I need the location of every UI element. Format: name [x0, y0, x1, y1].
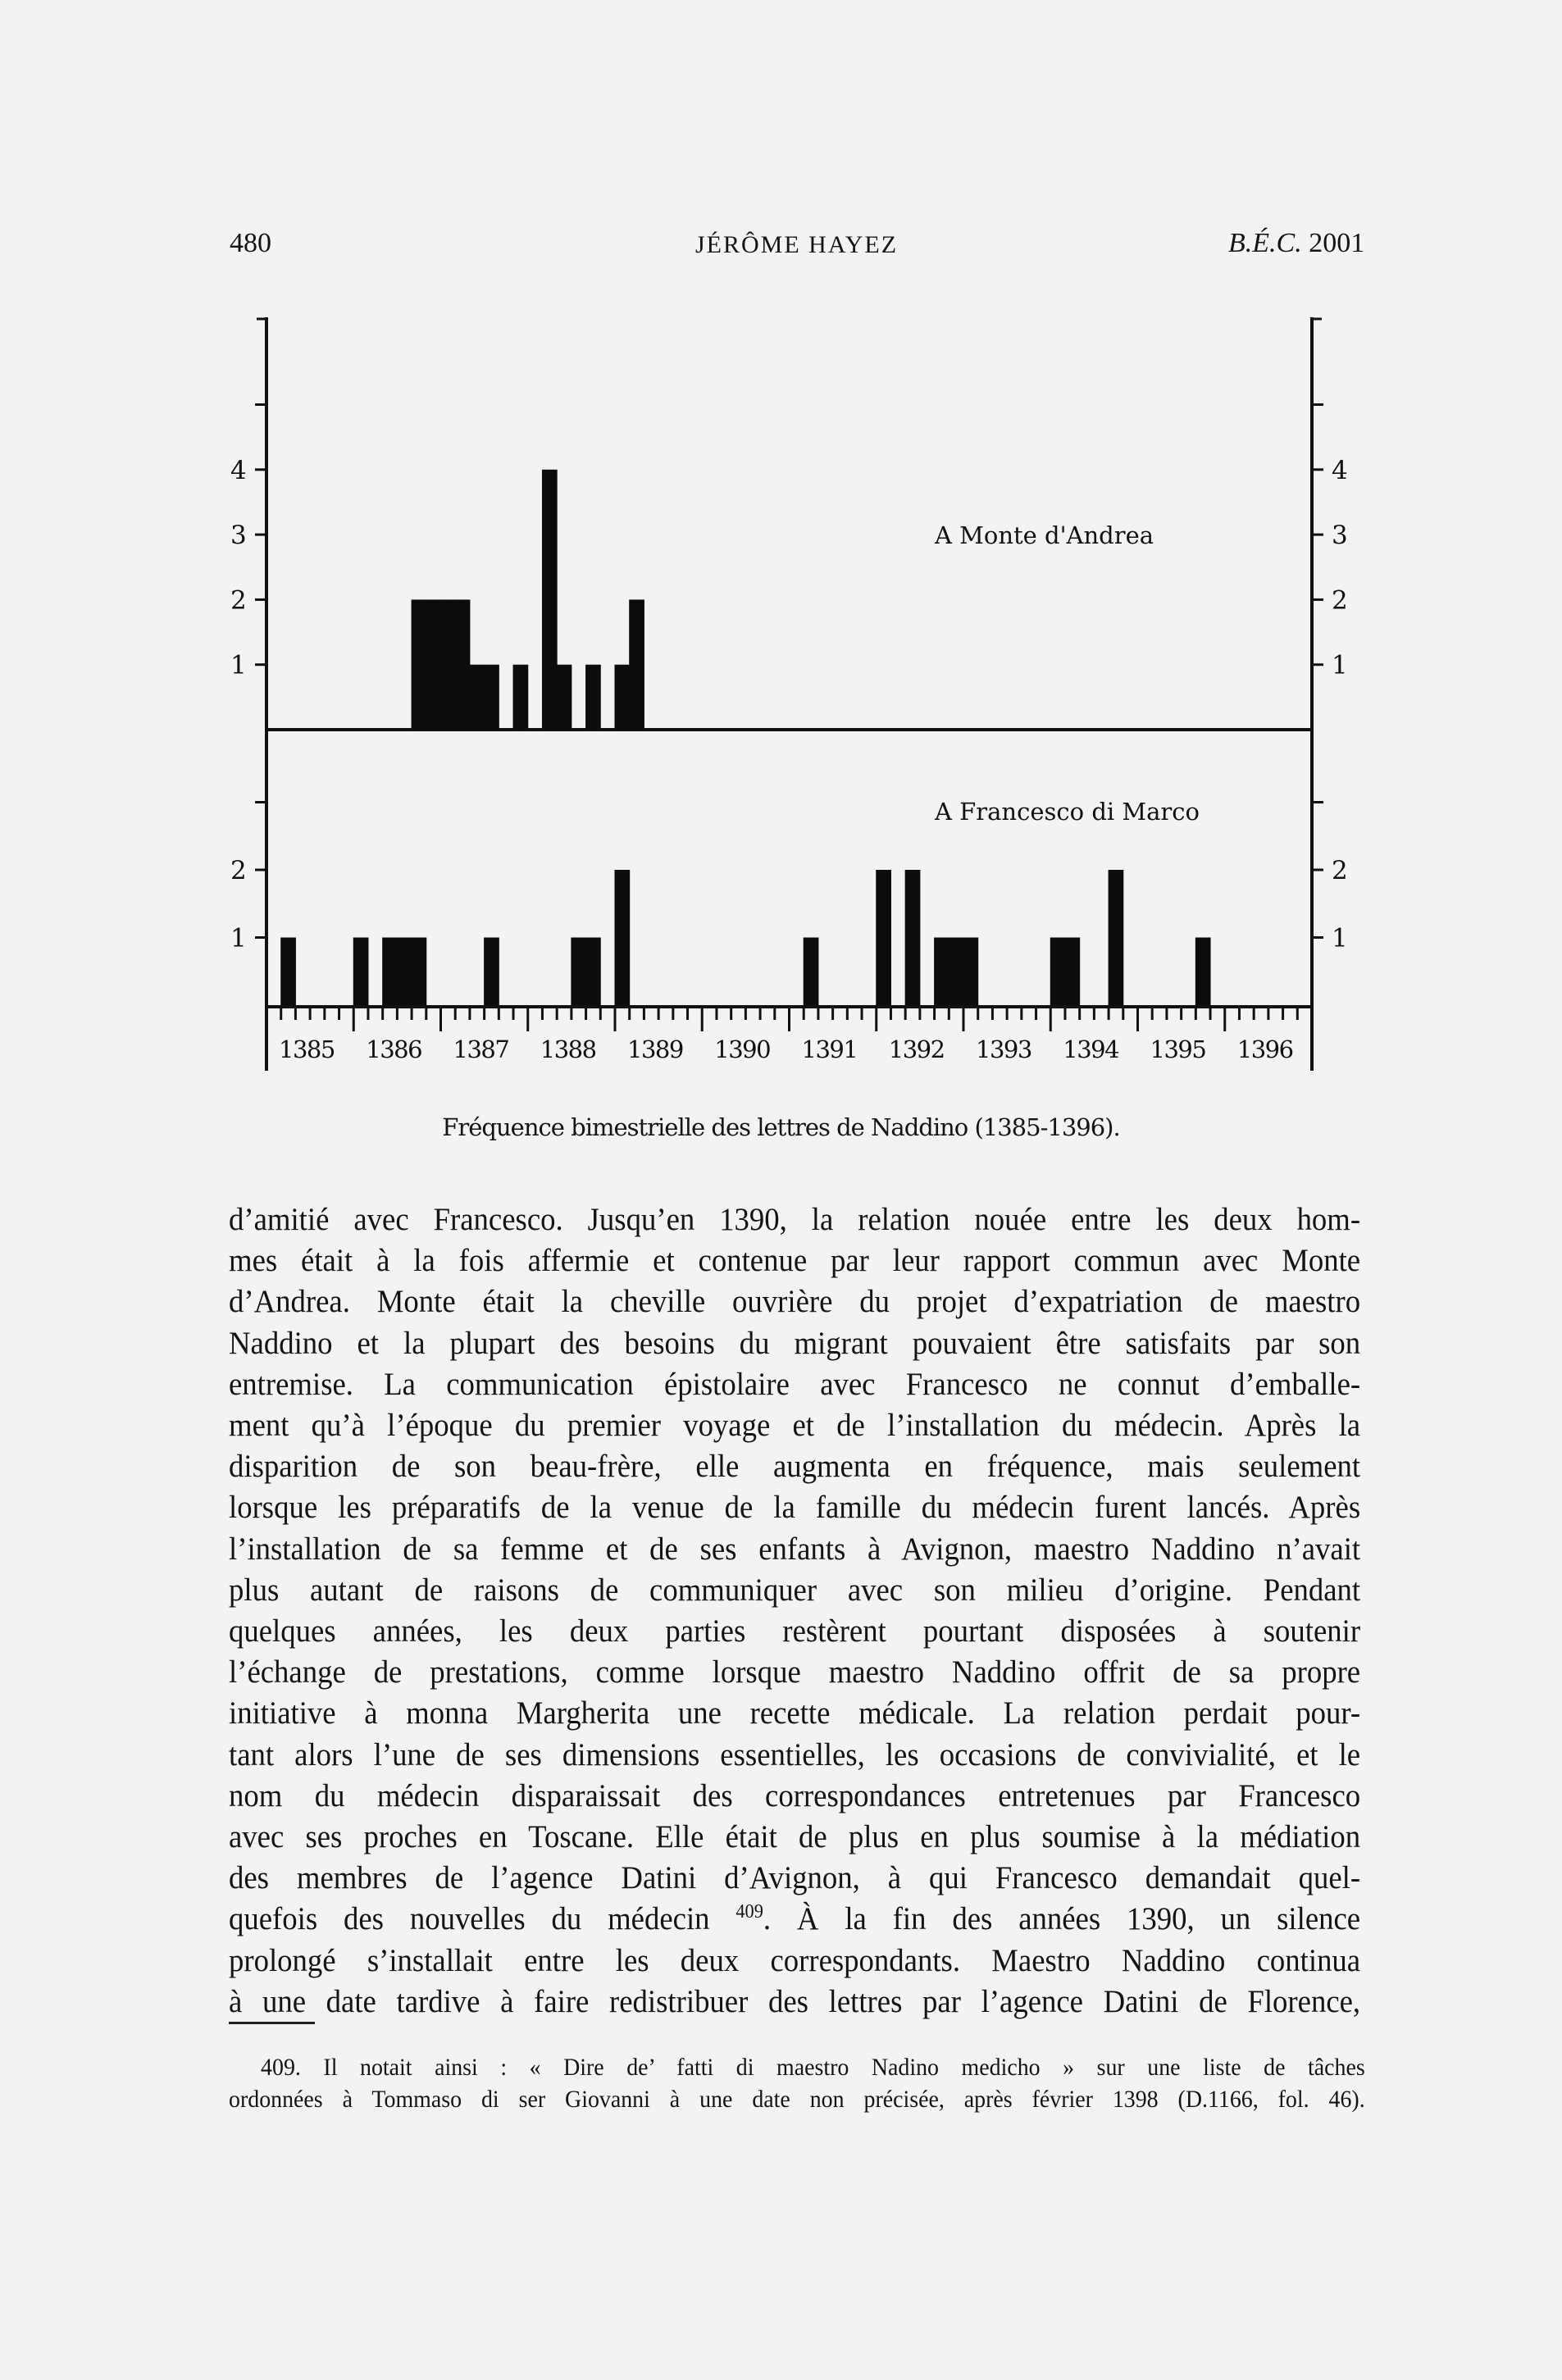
x-tick-label-year: 1385 — [279, 1035, 335, 1063]
x-tick-label-year: 1391 — [801, 1035, 858, 1063]
y-tick-label-right: 2 — [1332, 585, 1348, 616]
bar — [585, 665, 601, 730]
y-tick-label-left: 2 — [230, 585, 247, 616]
x-tick-label-year: 1387 — [453, 1035, 509, 1063]
bar — [934, 938, 949, 1006]
bar — [949, 938, 964, 1006]
page-number: 480 — [230, 228, 271, 258]
bar — [440, 599, 456, 730]
x-tick-label-year: 1395 — [1150, 1035, 1206, 1063]
bars-francesco-di-marco — [280, 870, 1210, 1005]
body-line-part: . À la fin des années 1390, un silence — [763, 1900, 1361, 1937]
bar — [571, 938, 586, 1006]
body-line: initiative à monna Margherita une recette médicale. La relation perdait pour- — [229, 1695, 1361, 1732]
bar — [542, 470, 558, 730]
running-head-author: JÉRÔME HAYEZ — [695, 231, 899, 258]
body-line: tant alors l’une de ses dimensions essentielles, les occasions de convivialité, et le — [229, 1736, 1361, 1772]
x-tick-label-year: 1388 — [540, 1035, 596, 1063]
bars-monte-dandrea — [412, 470, 644, 730]
bar — [484, 938, 499, 1006]
y-tick-label-right: 1 — [1332, 923, 1348, 953]
body-line: prolongé s’installait entre les deux correspondants. Maestro Naddino continua — [229, 1941, 1361, 1978]
body-line: ment qu’à l’époque du premier voyage et de l’installation du médecin. Après la — [229, 1407, 1361, 1444]
series-label-monte-dandrea: A Monte d'Andrea — [935, 521, 1154, 549]
y-tick-label-left: 4 — [230, 455, 247, 485]
y-tick-label-left: 2 — [230, 856, 247, 885]
body-line: disparition de son beau-frère, elle augmenta en fréquence, mais seulement — [229, 1448, 1361, 1485]
letter-frequency-chart — [0, 0, 1562, 1090]
body-line: plus autant de raisons de communiquer avec son milieu d’origine. Pendant — [229, 1571, 1361, 1608]
bar — [615, 870, 631, 1005]
bar — [484, 665, 499, 730]
bar — [629, 599, 644, 730]
footnote-separator — [229, 2022, 315, 2024]
footnote — [229, 2051, 1365, 2115]
body-line-with-footnote-ref — [229, 1898, 1360, 1939]
bar — [1050, 938, 1066, 1006]
body-line: d’Andrea. Monte était la cheville ouvrière du projet d’expatriation de maestro — [229, 1283, 1361, 1320]
y-tick-label-right: 1 — [1332, 650, 1348, 680]
bar — [469, 665, 485, 730]
bar — [585, 938, 601, 1006]
x-tick-label-year: 1396 — [1236, 1035, 1293, 1063]
bar — [353, 938, 369, 1006]
x-tick-label-year: 1392 — [888, 1035, 945, 1063]
x-tick-label-year: 1394 — [1063, 1035, 1119, 1063]
x-tick-label-year: 1393 — [976, 1035, 1031, 1063]
body-line: nom du médecin disparaissait des correspondances entretenues par Francesco — [229, 1777, 1361, 1813]
body-line: l’échange de prestations, comme lorsque maestro Naddino offrit de sa propre — [229, 1654, 1361, 1691]
bar — [615, 665, 631, 730]
bar — [426, 599, 441, 730]
body-line: Naddino et la plupart des besoins du migrant pouvaient être satisfaits par son — [229, 1324, 1361, 1361]
y-tick-label-left: 3 — [230, 521, 247, 551]
journal-year: 2001 — [1309, 228, 1365, 258]
footnote-reference[interactable]: 409 — [735, 1901, 763, 1923]
y-tick-label-right: 2 — [1332, 856, 1348, 885]
bar — [412, 938, 427, 1006]
bar — [1195, 938, 1211, 1006]
body-line: entremise. La communication épistolaire avec Francesco ne connut d’emballe- — [229, 1365, 1361, 1402]
bar — [280, 938, 296, 1006]
y-tick-label-left: 1 — [230, 650, 247, 680]
bar — [963, 938, 979, 1006]
x-tick-label-year: 1386 — [366, 1035, 422, 1063]
bar — [557, 665, 572, 730]
body-paragraph — [229, 1199, 1360, 2022]
body-line: lorsque les préparatifs de la venue de la famille du médecin furent lancés. Après — [229, 1489, 1361, 1526]
body-line-part: quefois des nouvelles du médecin — [229, 1900, 710, 1937]
bar — [455, 599, 471, 730]
y-tick-label-left: 1 — [230, 923, 247, 953]
footnote-line: 409. Il notait ainsi : « Dire de’ fatti di maestro Nadino medicho » sur une liste de tâches — [261, 2054, 1365, 2081]
body-line: mes était à la fois affermie et contenue par leur rapport commun avec Monte — [229, 1242, 1361, 1279]
body-line: avec ses proches en Toscane. Elle était de plus en plus soumise à la médiation — [229, 1818, 1361, 1855]
bar — [513, 665, 529, 730]
y-tick-label-right: 3 — [1332, 521, 1348, 551]
bar — [804, 938, 819, 1006]
figure-caption: Fréquence bimestrielle des lettres de Naddino (1385-1396). — [442, 1113, 1120, 1141]
series-label-francesco-di-marco: A Francesco di Marco — [935, 798, 1200, 826]
body-line: d’amitié avec Francesco. Jusqu’en 1390, la relation nouée entre les deux hom- — [229, 1201, 1361, 1237]
body-line: à une date tardive à faire redistribuer des lettres par l’agence Datini de Florence, — [229, 1982, 1361, 2019]
bar — [382, 938, 398, 1006]
body-line: quelques années, les deux parties restèrent pourtant disposées à soutenir — [229, 1613, 1361, 1650]
bar — [876, 870, 891, 1005]
x-tick-label-year: 1389 — [627, 1035, 683, 1063]
bar — [1064, 938, 1080, 1006]
body-line: l’installation de sa femme et de ses enfants à Avignon, maestro Naddino n’avait — [229, 1530, 1361, 1567]
x-tick-label-year: 1390 — [714, 1035, 771, 1063]
bar — [1109, 870, 1124, 1005]
footnote-line: ordonnées à Tommaso di ser Giovanni à une date non précisée, après février 1398 (D.1166, fol. 46). — [229, 2086, 1365, 2113]
y-tick-label-right: 4 — [1332, 455, 1348, 485]
journal-abbrev: B.É.C. — [1228, 228, 1302, 258]
bar — [397, 938, 412, 1006]
bar — [905, 870, 921, 1005]
bar — [412, 599, 427, 730]
body-line: des membres de l’agence Datini d’Avignon, à qui Francesco demandait quel- — [229, 1859, 1361, 1896]
